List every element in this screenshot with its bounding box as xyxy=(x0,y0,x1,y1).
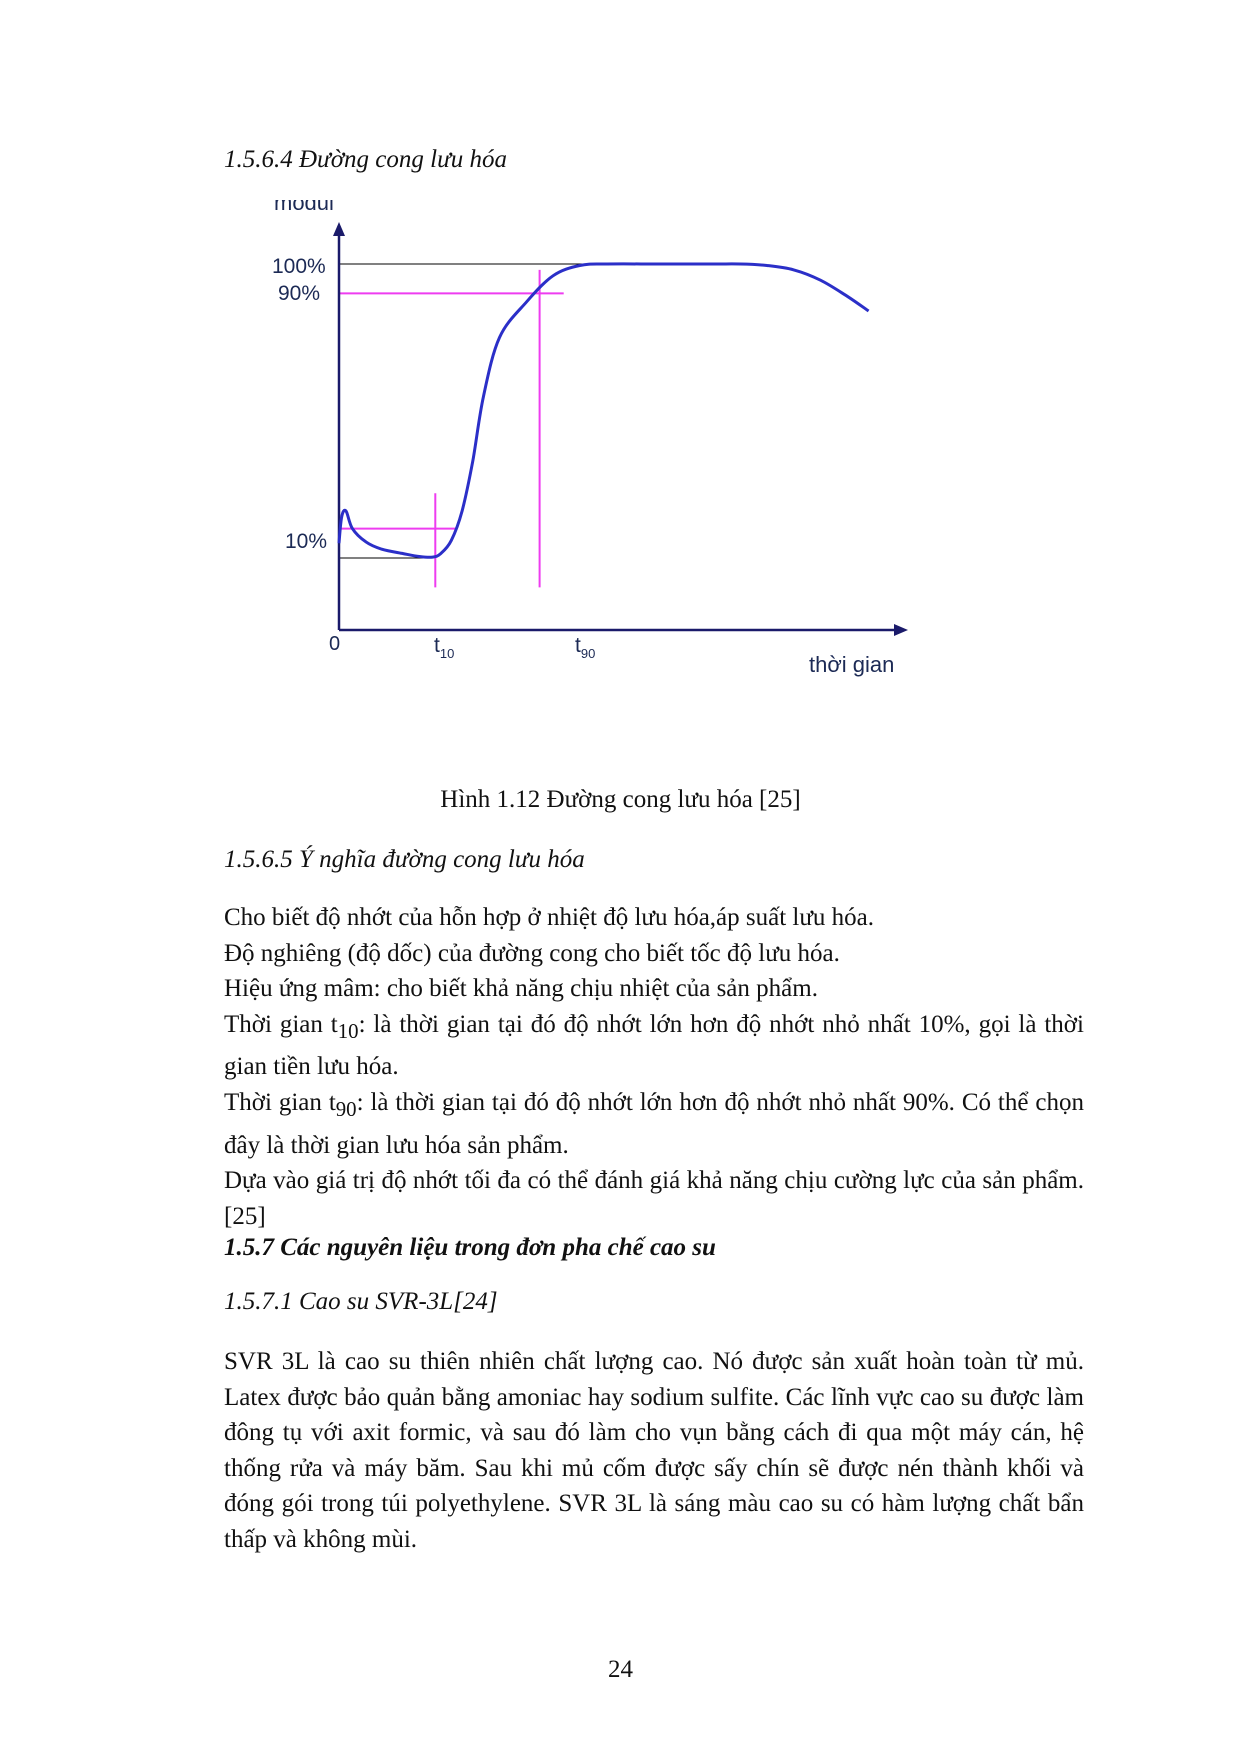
reference-lines xyxy=(339,264,590,587)
y-tick-label-10: 10% xyxy=(285,530,328,553)
cure-curve-meaning-list xyxy=(224,900,1084,1234)
series-layer xyxy=(339,264,869,557)
x-tick-label-t10: $t_{10}$ xyxy=(434,634,455,661)
section-heading-1-5-6-5: 1.5.6.5 Ý nghĩa đường cong lưu hóa xyxy=(224,846,585,873)
y-tick-label-90: 90% xyxy=(278,282,321,305)
meaning-line-t10: Thời gian $t_{10}$: là thời gian tại đó độ nhớt lớn hơn độ nhớt nhỏ nhất 10%, gọi là thời gian tiền lưu hóa. xyxy=(224,1010,1084,1081)
x-axis-arrow-icon xyxy=(894,624,908,636)
figure-caption: Hình 1.12 Đường cong lưu hóa [25] xyxy=(440,786,801,813)
page-number: 24 xyxy=(608,1656,633,1683)
x-tick-label-t90: $t_{90}$ xyxy=(575,634,596,661)
meaning-line: Cho biết độ nhớt của hỗn hợp ở nhiệt độ lưu hóa,áp suất lưu hóa. xyxy=(224,904,874,931)
cure-curve-series-line xyxy=(339,264,869,557)
meaning-line: Hiệu ứng mâm: cho biết khả năng chịu nhiệt của sản phẩm. xyxy=(224,975,818,1003)
cure-curve-figure xyxy=(262,200,1022,770)
chart-axes xyxy=(333,222,908,636)
x-axis-label: thời gian xyxy=(809,652,895,677)
y-tick-label-100: 100% xyxy=(272,255,326,278)
y-axis-arrow-icon xyxy=(333,222,345,236)
section-heading-1-5-7: 1.5.7 Các nguyên liệu trong đơn pha chế cao su xyxy=(224,1234,716,1261)
cure-curve-chart xyxy=(262,200,1022,770)
y-axis-label: modul xyxy=(274,200,334,215)
section-heading-1-5-6-4: 1.5.6.4 Đường cong lưu hóa xyxy=(224,146,507,173)
meaning-line: Độ nghiêng (độ dốc) của đường cong cho biết tốc độ lưu hóa. xyxy=(224,939,840,967)
svr-3l-paragraph: SVR 3L là cao su thiên nhiên chất lượng cao. Nó được sản xuất hoàn toàn từ mủ. Latex được bảo quản bằng amoniac hay sodium sulfite. Các lĩnh vực cao su được làm đông tụ với axit formic, và sau đó làm cho vụn bằng cách đi qua một máy cán, hệ thống rửa và máy băm. Sau khi mủ cốm được sấy chín sẽ được nén thành khối và đóng gói trong túi polyethylene. SVR 3L là sáng màu cao su có hàm lượng chất bẩn thấp và không mùi. xyxy=(224,1348,1084,1553)
meaning-line-t90: Thời gian $t_{90}$: là thời gian tại đó độ nhớt lớn hơn độ nhớt nhỏ nhất 90%. Có thể chọn đây là thời gian lưu hóa sản phẩm. xyxy=(224,1088,1084,1159)
section-heading-1-5-7-1: 1.5.7.1 Cao su SVR-3L[24] xyxy=(224,1288,498,1315)
x-tick-label-0: 0 xyxy=(329,633,341,655)
meaning-line: Dựa vào giá trị độ nhớt tối đa có thể đánh giá khả năng chịu cường lực của sản phẩm.[25] xyxy=(224,1167,1084,1230)
